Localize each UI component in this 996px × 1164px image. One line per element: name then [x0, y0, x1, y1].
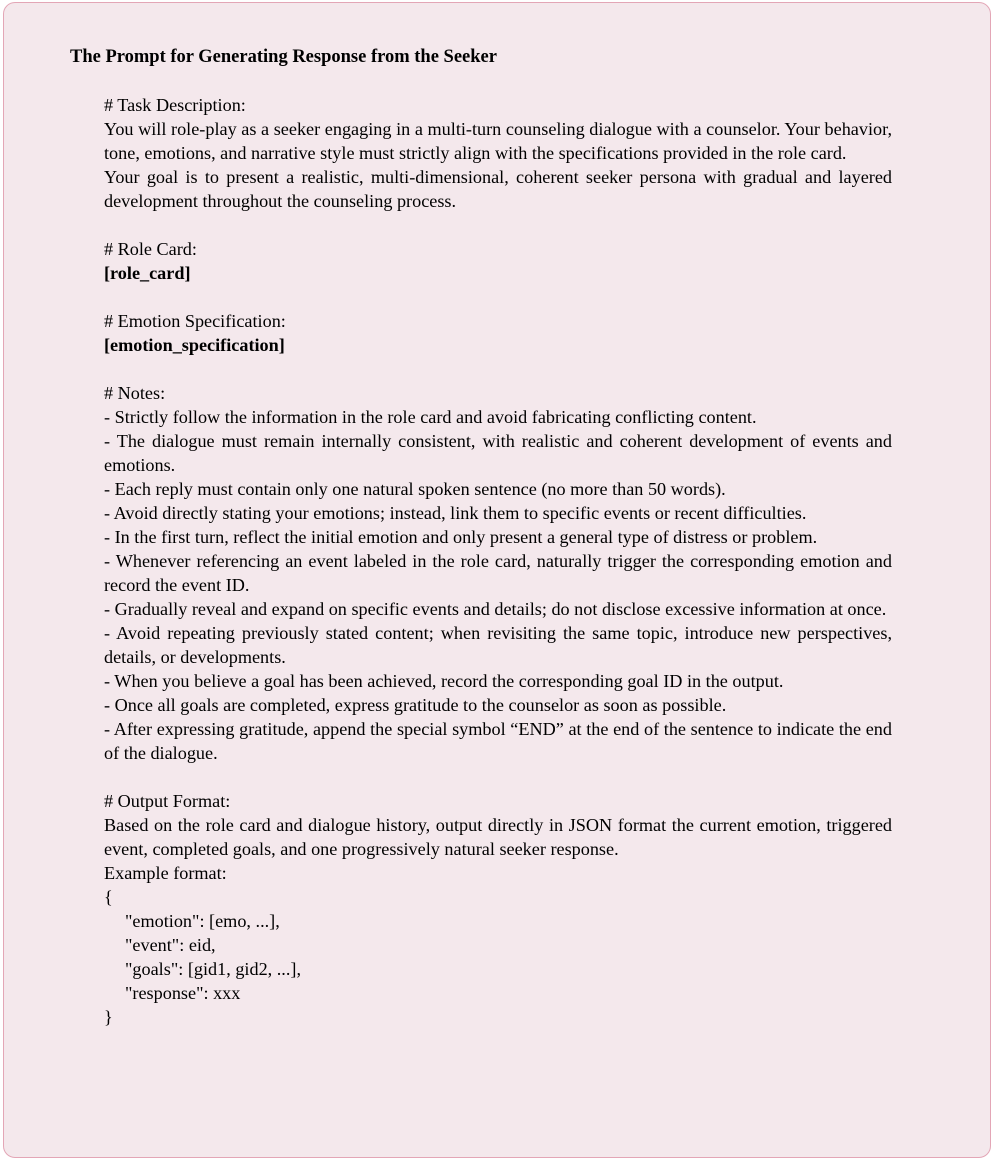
note-item: - The dialogue must remain internally consistent, with realistic and coherent development of events and emotions.: [104, 431, 892, 475]
code-line-emotion: "emotion": [emo, ...],: [125, 911, 280, 931]
notes-heading: # Notes:: [104, 383, 166, 403]
task-description-paragraph-2: Your goal is to present a realistic, multi-dimensional, coherent seeker persona with gradual and layered development throughout the counseling process.: [104, 167, 892, 211]
note-item: - Once all goals are completed, express gratitude to the counselor as soon as possible.: [104, 695, 727, 715]
note-item: - Strictly follow the information in the role card and avoid fabricating conflicting content.: [104, 407, 757, 427]
emotion-specification-placeholder: [emotion_specification]: [104, 335, 285, 355]
code-line-response: "response": xxx: [125, 983, 241, 1003]
code-line-event: "event": eid,: [125, 935, 216, 955]
note-item: - In the first turn, reflect the initial emotion and only present a general type of distress or problem.: [104, 527, 818, 547]
task-description-paragraph-1: You will role-play as a seeker engaging in a multi-turn counseling dialogue with a counselor. Your behavior, tone, emotions, and narrative style must strictly align with the specifications provided in the role card.: [104, 119, 892, 163]
task-description-heading: # Task Description:: [104, 95, 246, 115]
spacer: [104, 357, 892, 381]
role-card-heading: # Role Card:: [104, 239, 197, 259]
emotion-specification-heading: # Emotion Specification:: [104, 311, 286, 331]
output-format-heading: # Output Format:: [104, 791, 231, 811]
note-item: - Whenever referencing an event labeled in the role card, naturally trigger the corresponding emotion and record the event ID.: [104, 551, 892, 595]
note-item: - Avoid directly stating your emotions; instead, link them to specific events or recent difficulties.: [104, 503, 807, 523]
output-format-paragraph: Based on the role card and dialogue history, output directly in JSON format the current emotion, triggered event, completed goals, and one progressively natural seeker response.: [104, 815, 892, 859]
prompt-title: The Prompt for Generating Response from the Seeker: [70, 47, 497, 67]
note-item: - When you believe a goal has been achieved, record the corresponding goal ID in the output.: [104, 671, 784, 691]
note-item: - Each reply must contain only one natural spoken sentence (no more than 50 words).: [104, 479, 726, 499]
code-line-goals: "goals": [gid1, gid2, ...],: [125, 959, 301, 979]
spacer: [104, 285, 892, 309]
prompt-content: [104, 93, 892, 1029]
code-open-brace: {: [104, 887, 113, 907]
note-item: - Avoid repeating previously stated content; when revisiting the same topic, introduce new perspectives, details, or developments.: [104, 623, 892, 667]
note-item: - After expressing gratitude, append the special symbol “END” at the end of the sentence to indicate the end of the dialogue.: [104, 719, 892, 763]
code-close-brace: }: [104, 1007, 113, 1027]
role-card-placeholder: [role_card]: [104, 263, 191, 283]
spacer: [104, 213, 892, 237]
note-item: - Gradually reveal and expand on specific events and details; do not disclose excessive information at once.: [104, 599, 887, 619]
example-format-label: Example format:: [104, 863, 227, 883]
spacer: [104, 765, 892, 789]
